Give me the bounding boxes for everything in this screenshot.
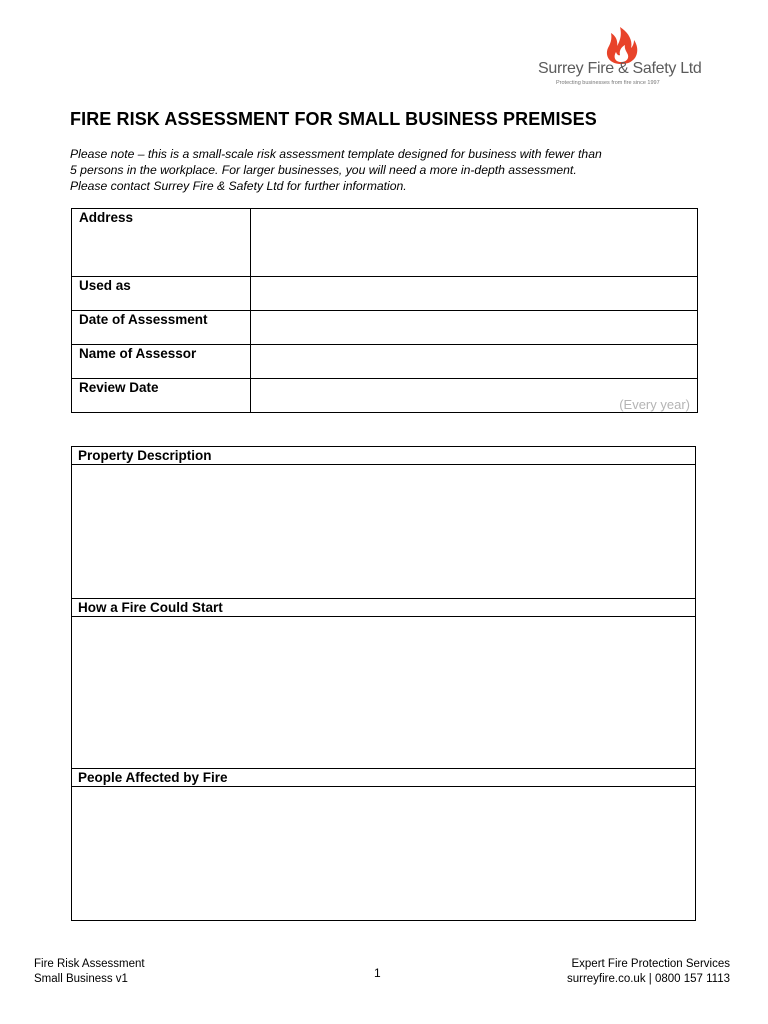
review-date-field[interactable]: [251, 379, 698, 413]
footer-doc-version: Small Business v1: [34, 972, 128, 985]
intro-line: 5 persons in the workplace. For larger businesses, you will need a more in-depth assessment.: [70, 163, 577, 177]
date-of-assessment-field[interactable]: [251, 311, 698, 345]
date-of-assessment-label: Date of Assessment: [72, 311, 251, 345]
footer-company-slogan: Expert Fire Protection Services: [571, 958, 730, 970]
assessor-row: [72, 345, 698, 379]
property-description-heading: Property Description: [72, 447, 695, 465]
company-logo: [536, 26, 712, 88]
fire-start-heading: How a Fire Could Start: [72, 599, 695, 617]
footer-right: [520, 957, 730, 986]
fire-start-field[interactable]: [72, 617, 695, 769]
footer-left: [34, 957, 145, 986]
people-affected-field[interactable]: [72, 787, 695, 921]
used-as-label: Used as: [72, 277, 251, 311]
details-table: [71, 208, 698, 413]
review-date-hint: (Every year): [619, 397, 690, 412]
used-as-field[interactable]: [251, 277, 698, 311]
date-row: [72, 311, 698, 345]
property-description-section: [71, 446, 696, 599]
name-of-assessor-label: Name of Assessor: [72, 345, 251, 379]
intro-note: [70, 146, 710, 194]
fire-start-section: [71, 598, 696, 769]
document-title: FIRE RISK ASSESSMENT FOR SMALL BUSINESS PREMISES: [70, 109, 597, 129]
address-row: [72, 209, 698, 277]
company-tagline: Protecting businesses from fire since 1997: [556, 80, 660, 86]
address-field[interactable]: [251, 209, 698, 277]
review-date-label: Review Date: [72, 379, 251, 413]
intro-line: Please note – this is a small-scale risk assessment template designed for business with fewer than: [70, 147, 602, 161]
intro-line: Please contact Surrey Fire & Safety Ltd for further information.: [70, 179, 407, 193]
property-description-field[interactable]: [72, 465, 695, 599]
name-of-assessor-field[interactable]: [251, 345, 698, 379]
address-label: Address: [72, 209, 251, 277]
review-row: [72, 379, 698, 413]
footer-contact: surreyfire.co.uk | 0800 157 1113: [566, 972, 730, 985]
people-affected-section: [71, 768, 696, 921]
people-affected-heading: People Affected by Fire: [72, 769, 695, 787]
page-number: 1: [374, 966, 381, 980]
used-as-row: [72, 277, 698, 311]
company-name: Surrey Fire & Safety Ltd: [538, 60, 702, 77]
footer-doc-name: Fire Risk Assessment: [34, 958, 145, 970]
